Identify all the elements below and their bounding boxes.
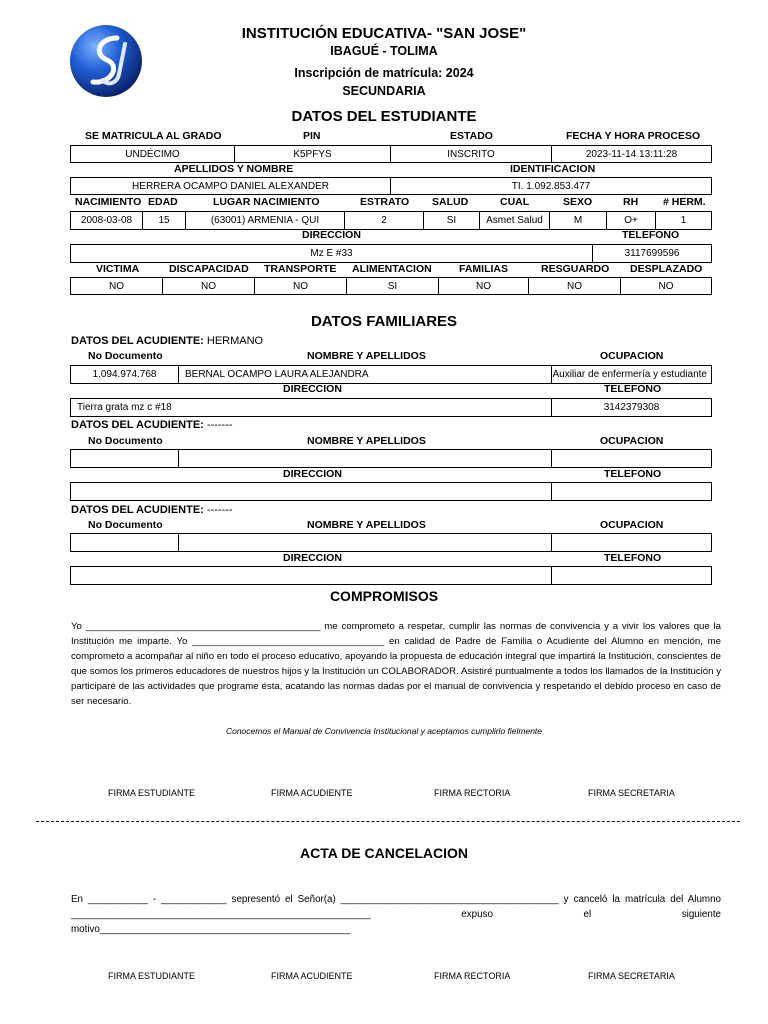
- acudiente-1-label-doc: No Documento: [88, 350, 163, 362]
- acudiente-3-nombre[interactable]: [178, 533, 552, 552]
- label-desplazado: DESPLAZADO: [630, 263, 703, 275]
- value-desplazado: NO: [620, 277, 712, 295]
- acudiente-2-label-doc: No Documento: [88, 435, 163, 447]
- label-victima: VICTIMA: [96, 263, 140, 275]
- firma-estudiante-2: FIRMA ESTUDIANTE: [108, 971, 196, 981]
- acudiente-3-direccion[interactable]: [70, 566, 552, 585]
- firma-acudiente-1: FIRMA ACUDIENTE: [271, 788, 353, 798]
- value-direccion: Mz E #33: [70, 244, 593, 263]
- acudiente-2-label-nombre: NOMBRE Y APELLIDOS: [307, 435, 426, 447]
- label-sexo: SEXO: [563, 196, 593, 208]
- value-resguardo: NO: [528, 277, 621, 295]
- cut-line: [36, 821, 740, 822]
- acudiente-2-doc[interactable]: [70, 449, 179, 468]
- compromisos-text: Yo ____________________________________________ me comprometo a respetar, cumplir las normas de convivencia y a vivir los valores que la Institución me imparte. Yo ____________________________________ en calidad de Padre de Familia o Acudiente del Alumno en mención, me comprometo a acompañar al niño en todo el proceso educativo, apoyando la propuesta de educación integral que impartirá la Institución, conscientes de que somos los primeros educadores de nuestros hijos y la Institución un COLABORADOR. Asistiré puntualmente a todos los llamados de la Institución y participaré de las actividades que programe ésta, acatando las normas dadas por el manual de convivencia y respetando el debido proceso en caso de ser necesario.: [71, 621, 721, 707]
- label-grado: SE MATRICULA AL GRADO: [85, 130, 222, 142]
- label-salud: SALUD: [432, 196, 469, 208]
- label-familias: FAMILIAS: [459, 263, 508, 275]
- label-estado: ESTADO: [450, 130, 493, 142]
- label-resguardo: RESGUARDO: [541, 263, 610, 275]
- label-edad: EDAD: [148, 196, 178, 208]
- acudiente-1-ocupacion: Auxiliar de enfermería y estudiante: [551, 365, 712, 384]
- acudiente-1-label-ocupacion: OCUPACION: [600, 350, 664, 362]
- label-herm: # HERM.: [663, 196, 706, 208]
- acudiente-3-telefono[interactable]: [551, 566, 712, 585]
- value-identificacion: TI. 1.092.853.477: [390, 177, 712, 195]
- acudiente-3-ocupacion[interactable]: [551, 533, 712, 552]
- firma-acudiente-2: FIRMA ACUDIENTE: [271, 971, 353, 981]
- acudiente-3-label-doc: No Documento: [88, 519, 163, 531]
- label-cual: CUAL: [500, 196, 530, 208]
- value-rh: O+: [606, 211, 656, 230]
- acudiente-3-doc[interactable]: [70, 533, 179, 552]
- compromisos-title: COMPROMISOS: [329, 588, 439, 604]
- value-cual: Asmet Salud: [479, 211, 550, 230]
- label-alimentacion: ALIMENTACION: [352, 263, 432, 275]
- value-estrato: 2: [344, 211, 424, 230]
- acudiente-1-doc: 1.094.974.768: [70, 365, 179, 384]
- value-grado: UNDÉCIMO: [70, 145, 235, 163]
- firma-secretaria-1: FIRMA SECRETARIA: [588, 788, 675, 798]
- label-nacimiento: NACIMIENTO: [75, 196, 142, 208]
- acudiente-1-label-telefono: TELEFONO: [604, 383, 662, 395]
- value-apellidos: HERRERA OCAMPO DANIEL ALEXANDER: [70, 177, 391, 195]
- label-telefono: TELEFONO: [622, 229, 680, 241]
- value-telefono: 3117699596: [592, 244, 712, 263]
- acudiente-2-label-telefono: TELEFONO: [604, 468, 662, 480]
- cancelacion-title: ACTA DE CANCELACION: [300, 845, 468, 861]
- cancelacion-text: En ___________ - ____________ sepresentó el Señor(a) ________________________________________ y canceló la matrícula del Alumno _______________________________________________________ expuso el siguiente motivo______________________________________________: [71, 894, 721, 935]
- enrollment-title: Inscripción de matrícula: 2024: [294, 66, 474, 80]
- acudiente-2-label-ocupacion: OCUPACION: [600, 435, 664, 447]
- value-pin: K5PFYS: [234, 145, 391, 163]
- institution-title: INSTITUCIÓN EDUCATIVA- "SAN JOSE": [241, 25, 527, 42]
- value-sexo: M: [549, 211, 607, 230]
- family-section-title: DATOS FAMILIARES: [310, 313, 458, 330]
- acudiente-1-title: DATOS DEL ACUDIENTE: HERMANO: [71, 335, 264, 347]
- acudiente-1-direccion: Tierra grata mz c #18: [70, 398, 552, 417]
- value-familias: NO: [438, 277, 529, 295]
- label-estrato: ESTRATO: [360, 196, 410, 208]
- firma-secretaria-2: FIRMA SECRETARIA: [588, 971, 675, 981]
- value-alimentacion: SI: [346, 277, 439, 295]
- acudiente-1-label-nombre: NOMBRE Y APELLIDOS: [307, 350, 426, 362]
- label-identificacion: IDENTIFICACION: [510, 163, 596, 175]
- acudiente-1-nombre: BERNAL OCAMPO LAURA ALEJANDRA: [178, 365, 552, 384]
- label-transporte: TRANSPORTE: [264, 263, 337, 275]
- acudiente-2-ocupacion[interactable]: [551, 449, 712, 468]
- value-discapacidad: NO: [162, 277, 255, 295]
- label-rh: RH: [623, 196, 639, 208]
- acudiente-2-direccion[interactable]: [70, 482, 552, 501]
- firma-rectoria-1: FIRMA RECTORIA: [434, 788, 511, 798]
- value-estado: INSCRITO: [390, 145, 552, 163]
- label-pin: PIN: [303, 130, 321, 142]
- acudiente-2-label-direccion: DIRECCION: [283, 468, 342, 480]
- value-edad: 15: [142, 211, 186, 230]
- acudiente-3-title: DATOS DEL ACUDIENTE: -------: [71, 504, 233, 516]
- value-lugar: (63001) ARMENIA - QUI: [185, 211, 345, 230]
- acudiente-2-nombre[interactable]: [178, 449, 552, 468]
- acudiente-1-telefono: 3142379308: [551, 398, 712, 417]
- acudiente-3-label-direccion: DIRECCION: [283, 552, 342, 564]
- acudiente-3-label-ocupacion: OCUPACION: [600, 519, 664, 531]
- acudiente-2-title: DATOS DEL ACUDIENTE: -------: [71, 419, 233, 431]
- compromisos-note: Conocemos el Manual de Convivencia Institucional y aceptamos cumplirlo fielmente: [225, 726, 543, 736]
- acudiente-1-label-direccion: DIRECCION: [283, 383, 342, 395]
- student-section-title: DATOS DEL ESTUDIANTE: [291, 108, 477, 125]
- value-victima: NO: [70, 277, 163, 295]
- firma-rectoria-2: FIRMA RECTORIA: [434, 971, 511, 981]
- value-fecha: 2023-11-14 13:11:28: [551, 145, 712, 163]
- value-nacimiento: 2008-03-08: [70, 211, 143, 230]
- acudiente-3-label-nombre: NOMBRE Y APELLIDOS: [307, 519, 426, 531]
- firma-estudiante-1: FIRMA ESTUDIANTE: [108, 788, 196, 798]
- label-apellidos: APELLIDOS Y NOMBRE: [174, 163, 294, 175]
- acudiente-2-telefono[interactable]: [551, 482, 712, 501]
- label-direccion: DIRECCION: [302, 229, 361, 241]
- label-fecha: FECHA Y HORA PROCESO: [566, 130, 701, 142]
- label-lugar: LUGAR NACIMIENTO: [213, 196, 320, 208]
- value-transporte: NO: [254, 277, 347, 295]
- value-herm: 1: [655, 211, 712, 230]
- city-subtitle: IBAGUÉ - TOLIMA: [330, 44, 438, 58]
- label-discapacidad: DISCAPACIDAD: [169, 263, 249, 275]
- value-salud: SI: [423, 211, 480, 230]
- acudiente-3-label-telefono: TELEFONO: [604, 552, 662, 564]
- level-title: SECUNDARIA: [342, 84, 426, 98]
